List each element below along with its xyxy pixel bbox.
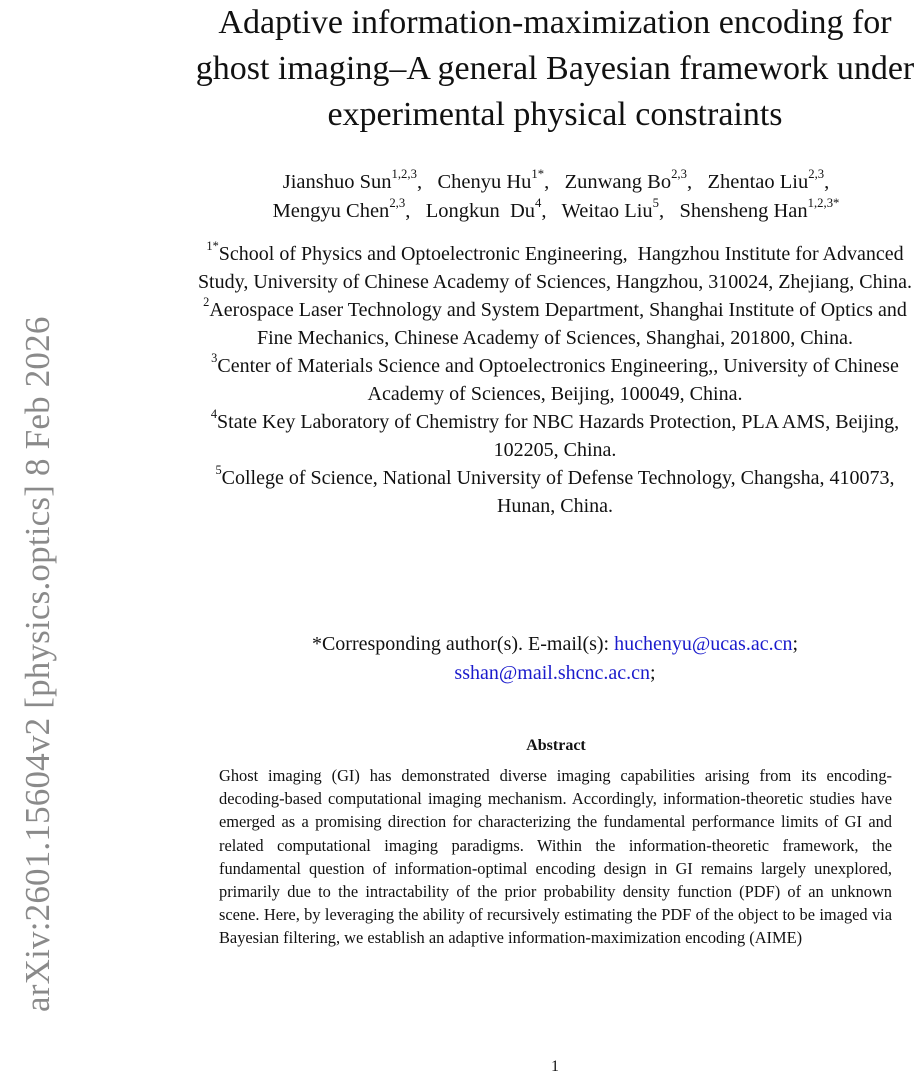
contact-suffix: ;	[650, 662, 656, 684]
contact-prefix: *Corresponding author(s). E-mail(s):	[311, 633, 615, 655]
author: Zunwang Bo$^{2,3}$	[564, 166, 687, 193]
author: Jianshuo Sun$^{1,2,3}$	[282, 166, 417, 193]
corresponding-author	[190, 630, 917, 688]
author: Longkun Du$^4$	[425, 195, 542, 222]
email-link[interactable]: huchenyu@ucas.ac.cn	[614, 633, 793, 655]
contact-separator: ;	[792, 633, 799, 655]
affiliation: $^5$College of Science, National University of Defense Technology, Changsha, 410073, Hunan, China.	[215, 462, 895, 517]
author-line-1: Jianshuo Sun$^{1,2,3}$, Chenyu $Hu^{1*}$, Zunwang Bo$^{2,3}$, Zhentao Liu$^{2,3}$,	[282, 166, 830, 193]
affiliation: $^{1*}$School of Physics and Optoelectronic Engineering, Hangzhou Institute for Advanced Study, University of Chinese Academy of Sciences, Hangzhou, 310024, Zhejiang, China.	[197, 238, 913, 293]
email-link[interactable]: sshan@mail.shcnc.ac.cn	[454, 662, 650, 684]
author: Shensheng Han$^{1,2,3*}$	[679, 195, 840, 222]
author-list	[185, 168, 917, 226]
author: Mengyu Chen$^{2,3}$	[272, 195, 406, 222]
author-line-2: Mengyu Chen$^{2,3}$, Longkun Du$^4$, Weitao Liu$^5$, Shensheng Han$^{1,2,3*}$	[272, 195, 840, 222]
abstract-text: Ghost imaging (GI) has demonstrated diverse imaging capabilities arising from its encoding-decoding-based computational imaging mechanism. Accordingly, information-theoretic studies have emerged as a promising direction for characterizing the fundamental performance limits of GI and related computational imaging paradigms. Within the information-theoretic framework, the fundamental question of information-optimal encoding design in GI remains largely unexplored, primarily due to the intractability of the prior probability density function (PDF) of an unknown scene. Here, by leveraging the ability of recursively estimating the PDF of the object to be imaged via Bayesian filtering, we establish an adaptive information-maximization encoding (AIME)	[219, 766, 892, 948]
affiliation: $^4$State Key Laboratory of Chemistry for NBC Hazards Protection, PLA AMS, Beijing, 102205, China.	[210, 406, 900, 461]
author: Weitao Liu$^5$	[561, 195, 660, 222]
arxiv-identifier: arXiv:2601.15604v2 [physics.optics] 8 Feb 2026	[18, 316, 57, 1012]
author: Zhentao Liu$^{2,3}$	[707, 166, 825, 193]
affiliation: $^3$Center of Materials Science and Optoelectronics Engineering,, University of Chinese Academy of Sciences, Beijing, 100049, China.	[211, 350, 899, 405]
affiliation: $^2$Aerospace Laser Technology and System Department, Shanghai Institute of Optics and Fine Mechanics, Chinese Academy of Sciences, Shanghai, 201800, China.	[203, 294, 907, 349]
page-number: 1	[551, 1058, 559, 1075]
author: Chenyu $Hu^{1*}$	[437, 166, 545, 193]
paper-title: Adaptive information-maximization encoding for ghost imaging–A general Bayesian framework under experimental physical constraints	[195, 4, 915, 133]
abstract-heading: Abstract	[526, 737, 586, 754]
affiliations	[190, 240, 917, 520]
